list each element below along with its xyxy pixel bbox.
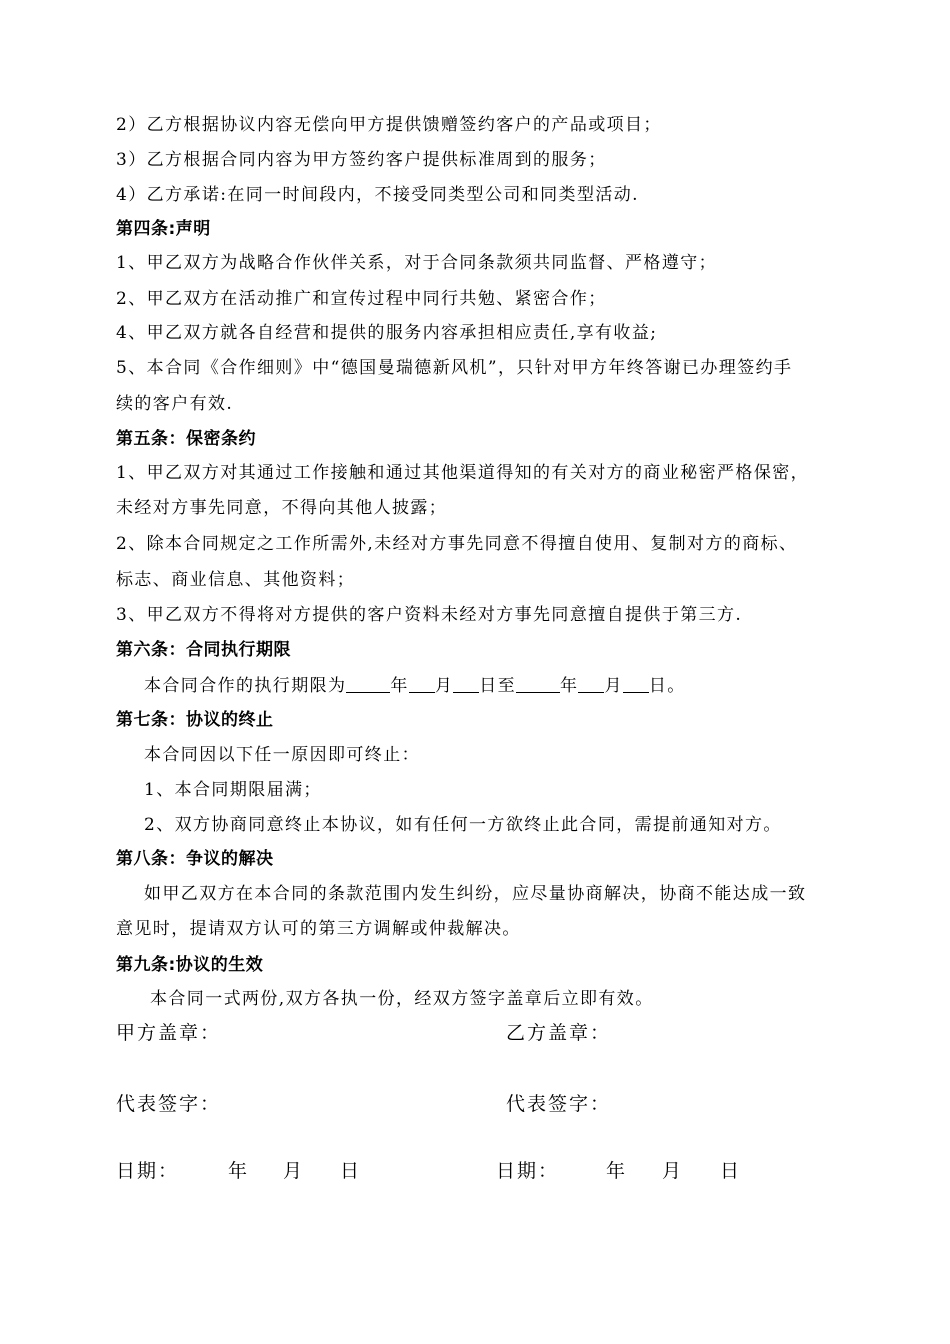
end-year-blank[interactable] — [516, 676, 560, 693]
section-heading: 第八条：争议的解决 — [116, 849, 274, 869]
party-a-seal-label: 甲方盖章： — [116, 1022, 222, 1044]
clause-line: 4、甲乙双方就各自经营和提供的服务内容承担相应责任,享有收益; — [116, 323, 658, 343]
clause-line: 5、本合同《合作细则》中“德国曼瑞德新风机”，只针对甲方年终答谢已办理签约手 — [116, 358, 793, 378]
section-heading: 第七条：协议的终止 — [116, 710, 274, 730]
section-heading: 第五条：保密条约 — [116, 429, 256, 449]
start-month-blank[interactable] — [409, 676, 435, 693]
start-year-blank[interactable] — [346, 676, 390, 693]
month-label: 月 — [434, 676, 454, 696]
party-a-date-label: 日期： — [116, 1160, 180, 1182]
clause-line: 2、除本合同规定之工作所需外,未经对方事先同意不得擅自使用、复制对方的商标、 — [116, 534, 798, 554]
end-day-blank[interactable] — [623, 676, 649, 693]
clause-line: 如甲乙双方在本合同的条款范围内发生纠纷，应尽量协商解决，协商不能达成一致 — [144, 884, 807, 904]
term-text: 本合同合作的执行期限为 — [144, 676, 347, 696]
clause-line: 1、甲乙双方为战略合作伙伴关系，对于合同条款须共同监督、严格遵守； — [116, 253, 718, 273]
year-label: 年 — [390, 676, 409, 696]
clause-line: 本合同一式两份,双方各执一份，经双方签字盖章后立即有效。 — [150, 989, 654, 1009]
clause-line: 3）乙方根据合同内容为甲方签约客户提供标准周到的服务； — [116, 150, 607, 170]
party-b-date-year: 年 — [606, 1160, 628, 1182]
party-b-rep-label: 代表签字： — [506, 1093, 612, 1115]
start-day-blank[interactable] — [453, 676, 479, 693]
term-line — [144, 675, 686, 697]
year-label: 年 — [560, 676, 579, 696]
clause-line: 3、甲乙双方不得将对方提供的客户资料未经对方事先同意擅自提供于第三方. — [116, 605, 743, 625]
clause-line: 意见时，提请双方认可的第三方调解或仲裁解决。 — [116, 919, 521, 939]
party-a-date-year: 年 — [228, 1160, 250, 1182]
clause-line: 4）乙方承诺:在同一时间段内，不接受同类型公司和同类型活动. — [116, 185, 639, 205]
section-heading: 第六条：合同执行期限 — [116, 640, 291, 660]
clause-line: 1、本合同期限届满； — [144, 780, 322, 800]
clause-line: 2、双方协商同意终止本协议，如有任何一方欲终止此合同，需提前通知对方。 — [144, 815, 782, 835]
clause-line: 续的客户有效. — [116, 394, 234, 414]
party-a-rep-label: 代表签字： — [116, 1093, 222, 1115]
section-heading: 第四条:声明 — [116, 219, 211, 239]
clause-line: 本合同因以下任一原因即可终止： — [144, 745, 420, 765]
day-end-label: 日。 — [648, 676, 686, 696]
party-b-date-label: 日期： — [496, 1160, 560, 1182]
party-a-date-day: 日 — [340, 1160, 362, 1182]
party-b-date-month: 月 — [662, 1160, 684, 1182]
day-to-label: 日至 — [479, 676, 517, 696]
clause-line: 标志、商业信息、其他资料； — [116, 570, 356, 590]
party-a-date-month: 月 — [283, 1160, 305, 1182]
clause-line: 1、甲乙双方对其通过工作接触和通过其他渠道得知的有关对方的商业秘密严格保密， — [116, 463, 810, 483]
section-heading: 第九条:协议的生效 — [116, 955, 264, 975]
clause-line: 2、甲乙双方在活动推广和宣传过程中同行共勉、紧密合作； — [116, 289, 607, 309]
party-b-date-day: 日 — [720, 1160, 742, 1182]
clause-line: 2）乙方根据协议内容无偿向甲方提供馈赠签约客户的产品或项目； — [116, 115, 662, 135]
end-month-blank[interactable] — [578, 676, 604, 693]
month-label: 月 — [604, 676, 623, 696]
party-b-seal-label: 乙方盖章： — [506, 1022, 612, 1044]
clause-line: 未经对方事先同意，不得向其他人披露； — [116, 498, 448, 518]
